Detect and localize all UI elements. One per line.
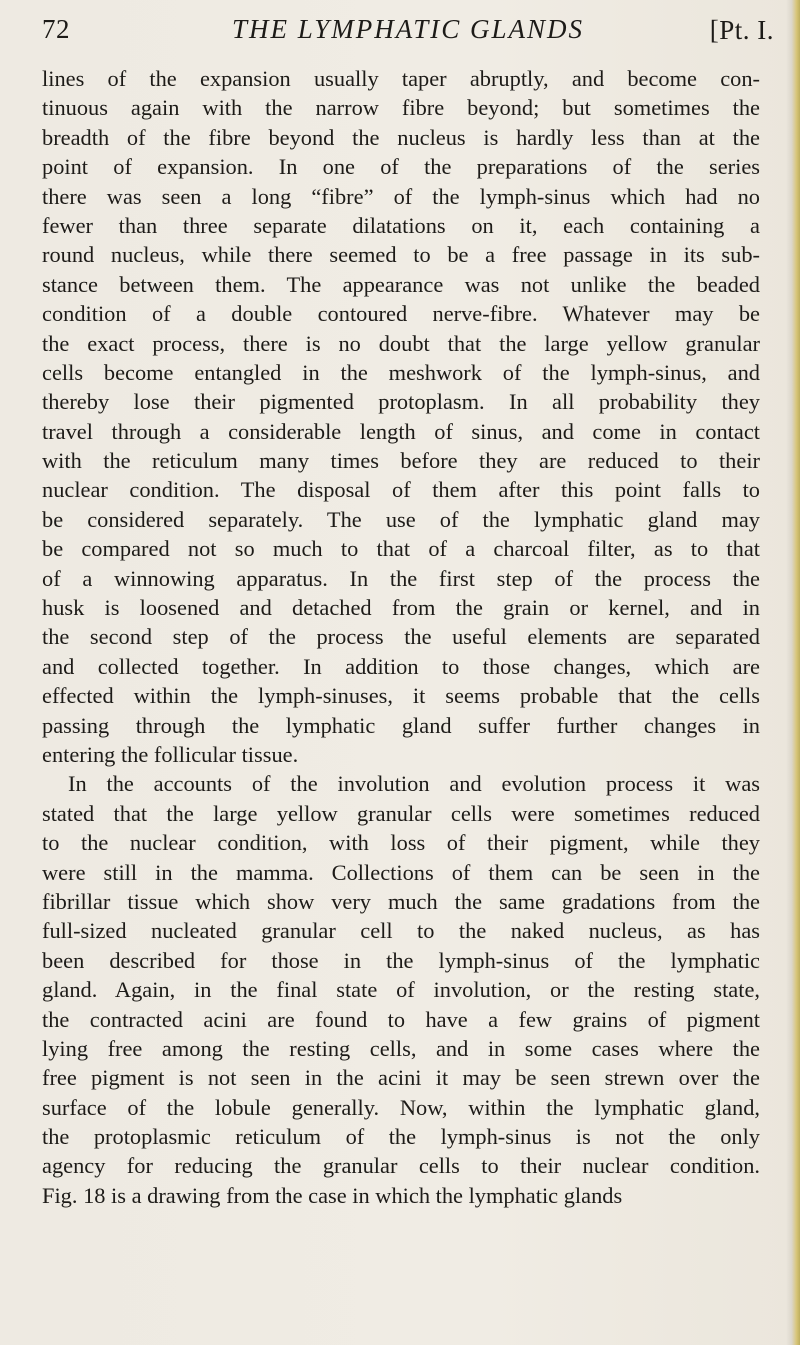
text-line: of a winnowing apparatus. In the first step of the process the [42, 565, 760, 591]
page-number: 72 [42, 14, 70, 44]
text-line: with the reticulum many times before they are reduced to their [42, 448, 760, 474]
part-label: [Pt. I. [709, 15, 774, 45]
text-line: lines of the expansion usually taper abruptly, and become con- [42, 66, 760, 91]
text-line: passing through the lymphatic gland suffer further changes in [42, 712, 760, 738]
text-line: were still in the mamma. Collections of them can be seen in the [42, 859, 760, 885]
text-line: gland. Again, in the final state of involution, or the resting state, [42, 977, 760, 1003]
text-line: travel through a considerable length of sinus, and come in contact [42, 418, 760, 444]
text-line: breadth of the fibre beyond the nucleus is hardly less than at the [42, 124, 760, 150]
text-line: fewer than three separate dilatations on it, each containing a [42, 212, 760, 238]
text-line: tinuous again with the narrow fibre beyond; but sometimes the [42, 95, 760, 121]
running-title: THE LYMPHATIC GLANDS [232, 14, 585, 44]
text-line: nuclear condition. The disposal of them after this point falls to [42, 477, 760, 503]
text-line: In the accounts of the involution and evolution process it was [68, 771, 760, 797]
text-line: the second step of the process the useful elements are separated [42, 624, 760, 650]
text-line: surface of the lobule generally. Now, within the lymphatic gland, [42, 1094, 760, 1120]
text-line: point of expansion. In one of the preparations of the series [42, 154, 760, 180]
page-edge-shadow [786, 0, 800, 1345]
text-line: thereby lose their pigmented protoplasm. In all probability they [42, 389, 760, 415]
text-line: there was seen a long “fibre” of the lymph-sinus which had no [42, 183, 760, 209]
text-line: been described for those in the lymph-sinus of the lymphatic [42, 947, 760, 973]
text-line: agency for reducing the granular cells to their nuclear condition. [42, 1153, 760, 1179]
body-text [42, 64, 760, 1210]
text-line: to the nuclear condition, with loss of their pigment, while they [42, 830, 760, 856]
running-header [42, 14, 774, 54]
paragraph [42, 64, 760, 769]
text-line: full-sized nucleated granular cell to the naked nucleus, as has [42, 918, 760, 944]
text-line: be considered separately. The use of the lymphatic gland may [42, 506, 760, 532]
text-line: the contracted acini are found to have a few grains of pigment [42, 1006, 760, 1032]
text-line: husk is loosened and detached from the grain or kernel, and in [42, 595, 760, 621]
paragraph [42, 769, 760, 1210]
text-line: be compared not so much to that of a charcoal filter, as to that [42, 536, 760, 562]
text-line: and collected together. In addition to those changes, which are [42, 653, 760, 679]
text-line: fibrillar tissue which show very much the same gradations from the [42, 888, 760, 914]
text-line: Fig. 18 is a drawing from the case in which the lymphatic glands [42, 1182, 623, 1208]
text-line: round nucleus, while there seemed to be a free passage in its sub- [42, 242, 760, 268]
text-line: effected within the lymph-sinuses, it seems probable that the cells [42, 683, 760, 709]
text-line: condition of a double contoured nerve-fibre. Whatever may be [42, 301, 760, 327]
text-line: cells become entangled in the meshwork of the lymph-sinus, and [42, 359, 760, 385]
text-line: lying free among the resting cells, and in some cases where the [42, 1035, 760, 1061]
text-line: stated that the large yellow granular cells were sometimes reduced [42, 800, 760, 826]
text-line: entering the follicular tissue. [42, 741, 299, 767]
text-line: free pigment is not seen in the acini it may be seen strewn over the [42, 1065, 760, 1091]
text-line: the exact process, there is no doubt that the large yellow granular [42, 330, 760, 356]
text-line: the protoplasmic reticulum of the lymph-sinus is not the only [42, 1124, 760, 1150]
text-line: stance between them. The appearance was not unlike the beaded [42, 271, 760, 297]
